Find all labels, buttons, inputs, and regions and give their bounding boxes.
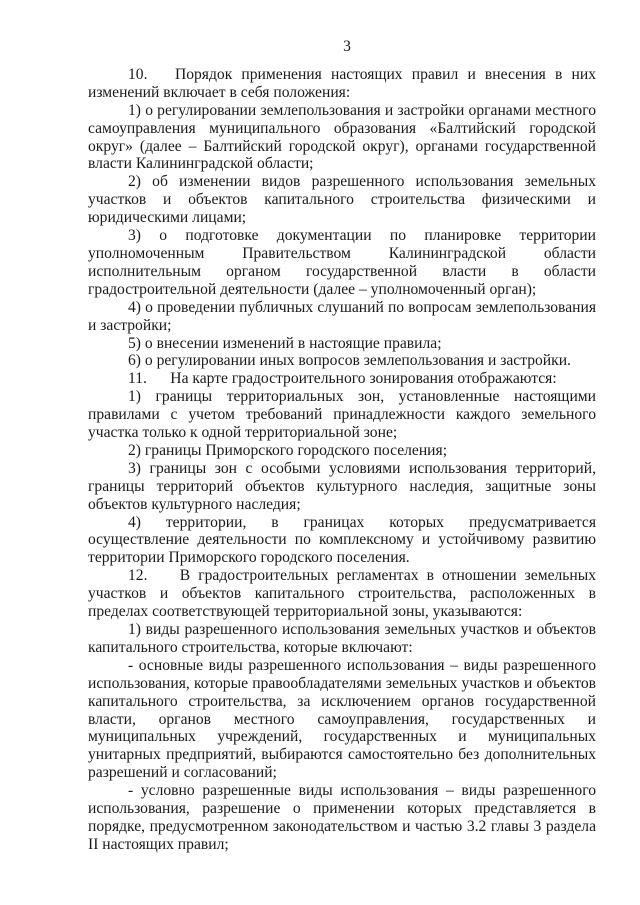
page-number: 3 (343, 38, 351, 55)
paragraph-11-intro: 11. На карте градостроительного зонирования отображаются: (128, 370, 557, 388)
paragraph-10-item-1: 1) о регулировании землепользования и застройки органами местного самоуправления муниципального образования «Балтийский городской округ» (далее – Балтийский городской округ), органами государственной власти Калининградской области; (88, 101, 596, 173)
paragraph-10-item-4: 4) о проведении публичных слушаний по вопросам землепользования и застройки; (88, 298, 596, 334)
paragraph-11-item-3: 3) границы зон с особыми условиями использования территорий, границы территорий объектов культурного наследия, защитные зоны объектов культурного наследия; (88, 459, 596, 513)
paragraph-12-bullet-conditional-uses: - условно разрешенные виды использования – виды разрешенного использования, разрешение о применении которых представляется в порядке, предусмотренном законодательством и частью 3.2 главы 3 раздела II настоящих правил; (88, 782, 596, 853)
paragraph-10-item-5: 5) о внесении изменений в настоящие правила; (128, 334, 442, 352)
paragraph-11-item-2: 2) границы Приморского городского поселения; (128, 441, 448, 459)
paragraph-11-item-1: 1) границы территориальных зон, установленные настоящими правилами с учетом требований принадлежности каждого земельного участка только к одной территориальной зоне; (88, 388, 596, 442)
paragraph-11-item-4: 4) территории, в границах которых предусматривается осуществление деятельности по комплексному и устойчивому развитию территории Приморского городского поселения. (88, 513, 596, 567)
paragraph-10-item-3: 3) о подготовке документации по планировке территории уполномоченным Правительством Калининградской области исполнительным органом государственной власти в области градостроительной деятельности (далее – уполномоченный орган); (88, 227, 596, 298)
paragraph-10-item-6: 6) о регулировании иных вопросов землепользования и застройки. (128, 352, 571, 370)
paragraph-12-item-1: 1) виды разрешенного использования земельных участков и объектов капитального строительства, которые включают: (88, 621, 596, 656)
document-page (88, 38, 596, 854)
paragraph-12-bullet-main-uses: - основные виды разрешенного использования – виды разрешенного использования, которые правообладателями земельных участков и объектов капитального строительства, за исключением органов государственной власти, органов местного самоуправления, государственных и муниципальных учреждений, государственных и муниципальных унитарных предприятий, выбираются самостоятельно без дополнительных разрешений и согласований; (88, 656, 596, 782)
paragraph-10-intro: 10. Порядок применения настоящих правил и внесения в них изменений включает в себя положения: (88, 65, 596, 101)
paragraph-10-item-2: 2) об изменении видов разрешенного использования земельных участков и объектов капитального строительства физическими и юридическими лицами; (88, 173, 596, 227)
paragraph-12-intro: 12. В градостроительных регламентах в отношении земельных участков и объектов капитального строительства, расположенных в пределах соответствующей территориальной зоны, указываются: (88, 567, 596, 621)
